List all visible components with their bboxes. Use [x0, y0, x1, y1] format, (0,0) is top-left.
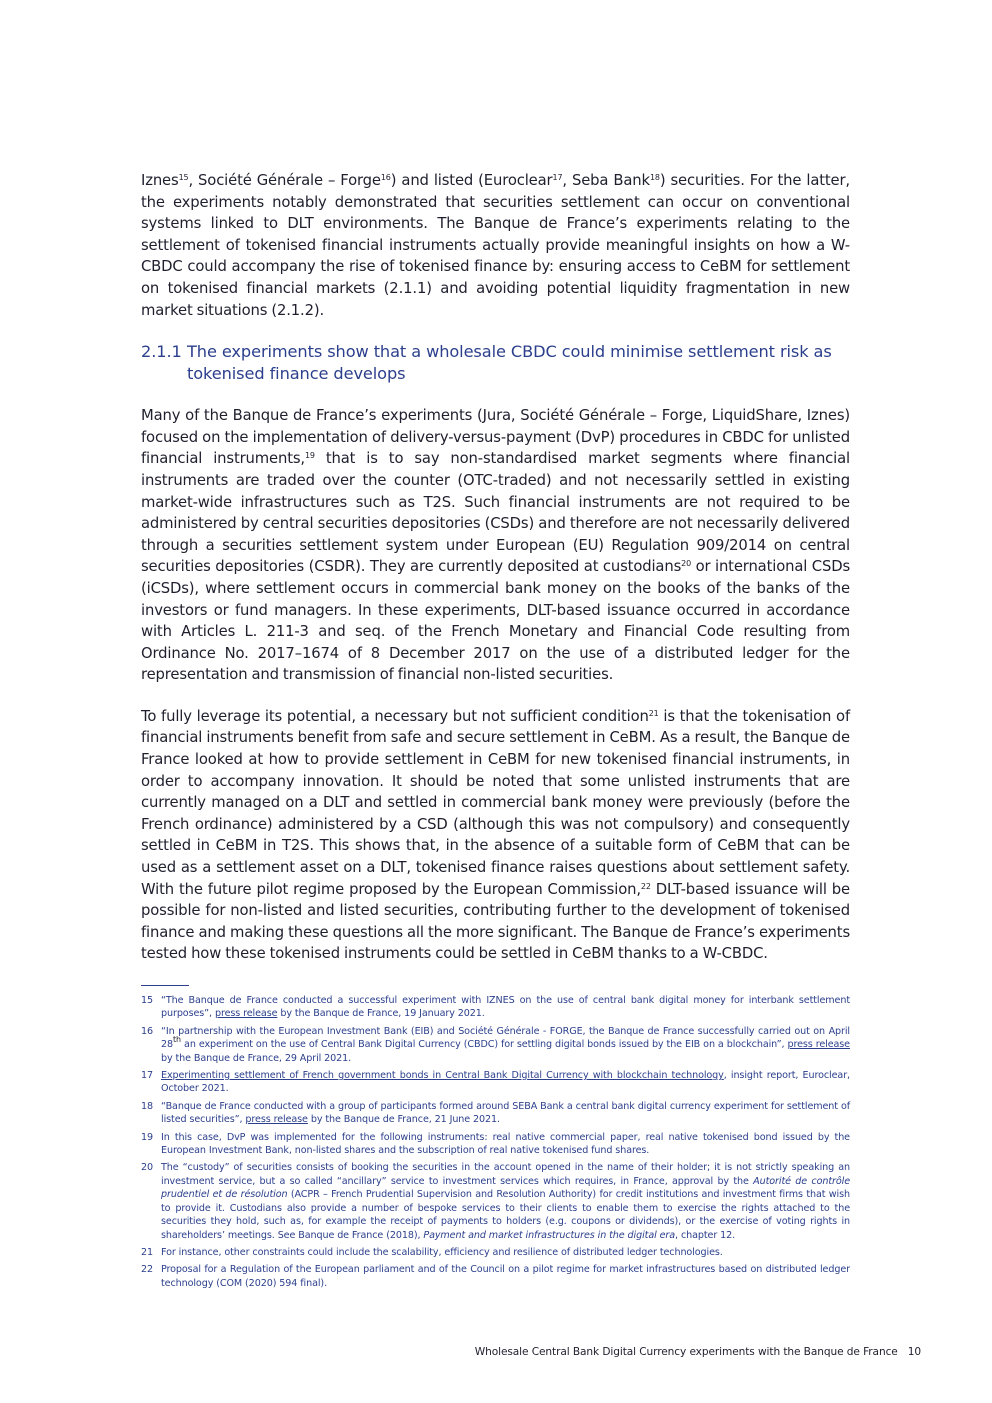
footnote-ref-15[interactable]: 15	[178, 173, 189, 182]
footnote-ref-20[interactable]: 20	[681, 559, 692, 569]
footnote-ref-22[interactable]: 22	[640, 881, 651, 891]
page-number: 10	[907, 1346, 921, 1358]
footnote-21: 21 For instance, other constraints could include the scalability, efficiency and resilience of distributed ledger technologies.	[141, 1246, 723, 1258]
paragraph-tokenisation: To fully leverage its potential, a necessary but not sufficient condition$^{21}$ is that the tokenisation of financial instruments benefit from safe and secure settlement in CeBM. As a result, the Banque de France looked at how to provide settlement in CeBM for new tokenised financial instruments, in order to accompany innovation. It should be noted that some unlisted instruments that are currently managed on a DLT and settled in commercial bank money were previously (before the French ordinance) administered by a CSD (although this was not compulsory) and consequently settled in CeBM in T2S. This shows that, in the absence of a suitable form of CeBM that can be used as a settlement asset on a DLT, tokenised finance raises questions about settlement safety. With the future pilot regime proposed by the European Commission,$^{22}$ DLT-based issuance will be possible for non-listed and listed securities, contributing further to the development of tokenised finance and making these questions all the more significant. The Banque de France’s experiments tested how these tokenised instruments could be settled in CeBM thanks to a W-CBDC.	[141, 707, 850, 963]
paragraph-dvp: Many of the Banque de France’s experiments (Jura, Société Générale – Forge, LiquidShare, Iznes) focused on the implementation of delivery-versus-payment (DvP) procedures in CBDC for unlisted financial instruments,$^{19}$ that is to say non-standardised market segments where financial instruments are traded over the counter (OTC-traded) and not necessarily settled in existing market-wide infrastructures such as T2S. Such financial instruments are not required to be administered by central securities depositories (CSDs) and therefore are not necessarily delivered through a securities settlement system under European (EU) Regulation 909/2014 on central securities depositories (CSDR). They are currently deposited at custodians$^{20}$ or international CSDs (iCSDs), where settlement occurs in commercial bank money on the books of the banks of the investors or fund managers. In these experiments, DLT-based issuance occurred in accordance with Articles L. 211-3 and seq. of the French Monetary and Financial Code resulting from Ordinance No. 2017–1674 of 8 December 2017 on the use of a distributed ledger for the representation and transmission of financial non-listed securities.	[141, 407, 850, 684]
footer-title: Wholesale Central Bank Digital Currency experiments with the Banque de France	[474, 1346, 898, 1358]
press-release-link[interactable]: press release	[245, 1114, 308, 1126]
footnote-15: 15 “The Banque de France conducted a successful experiment with IZNES on the use of central bank digital money for interbank settlement purposes”, press release by the Banque de France, 19 January 2021.	[141, 995, 850, 1020]
footnote-16: 16 “In partnership with the European Investment Bank (EIB) and Société Générale - FORGE, the Banque de France successfully carried out on April 28th an experiment on the use of Central Bank Digital Currency (CBDC) for settling digital bonds issued by the EIB on a blockchain”, press release by the Banque de France, 29 April 2021.	[141, 1025, 850, 1064]
section-heading	[141, 341, 850, 385]
footnotes	[141, 994, 850, 1294]
footnote-ref-18[interactable]: 18	[649, 173, 660, 182]
section-title: The experiments show that a wholesale CBDC could minimise settlement risk as tokenised finance develops	[187, 342, 832, 384]
footnote-ref-21[interactable]: 21	[648, 708, 659, 718]
footnote-18: 18 “Banque de France conducted with a group of participants formed around SEBA Bank a central bank digital currency experiment for settlement of listed securities”, press release by the Banque de France, 21 June 2021.	[141, 1100, 850, 1126]
footnote-divider	[141, 985, 189, 986]
main-content	[141, 170, 850, 965]
footnote-22: 22 Proposal for a Regulation of the European parliament and of the Council on a pilot regime for market infrastructures based on distributed ledger technology (COM (2020) 594 final).	[141, 1264, 850, 1289]
footnote-ref-19[interactable]: 19	[304, 451, 315, 461]
page-footer	[0, 1346, 921, 1358]
press-release-link[interactable]: press release	[214, 1008, 278, 1020]
paragraph-intro: Iznes$^{15}$, Société Générale – Forge$^{16}$) and listed (Euroclear$^{17}$, Seba Bank$^{18}$) securities. For the latter, the experiments notably demonstrated that securities settlement can occur on conventional systems linked to DLT environments. The Banque de France’s experiments relating to the settlement of tokenised financial instruments actually provide meaningful insights on how a W-CBDC could accompany the rise of tokenised finance by: ensuring access to CeBM for settlement on tokenised financial markets (2.1.1) and avoiding potential liquidity fragmentation in new market situations (2.1.2).	[141, 172, 850, 319]
section-number: 2.1.1	[141, 342, 182, 362]
euroclear-report-link[interactable]: Experimenting settlement of French government bonds in Central Bank Digital Currency with blockchain technology	[161, 1070, 724, 1082]
footnote-20: 20 The “custody” of securities consists of booking the securities in the account opened in the name of their holder; it is not strictly speaking an investment service, but a so called “ancillary” service to investment services which requires, in France, approval by the Autorité de contrôle prudentiel et de résolution (ACPR – French Prudential Supervision and Resolution Authority) for credit institutions and investment firms that wish to provide it. Custodians also provide a number of bespoke services to their clients to enable them to exercise the rights attached to the securities they hold, such as, for example the receipt of payments to holders (e.g. coupons or dividends), or the exercise of voting rights in shareholders’ meetings. See Banque de France (2018), Payment and market infrastructures in the digital era, chapter 12.	[141, 1162, 850, 1241]
footnote-ref-17[interactable]: 17	[552, 173, 563, 182]
press-release-link[interactable]: press release	[787, 1039, 850, 1051]
footnote-19: 19 In this case, DvP was implemented for the following instruments: real native commercial paper, real native tokenised bond issued by the European Investment Bank, non-listed shares and the subscription of real native tokenised fund shares.	[141, 1131, 850, 1157]
footnote-ref-16[interactable]: 16	[380, 173, 391, 182]
footnote-17: 17 Experimenting settlement of French government bonds in Central Bank Digital Currency with blockchain technology, insight report, Euroclear, October 2021.	[141, 1070, 850, 1095]
